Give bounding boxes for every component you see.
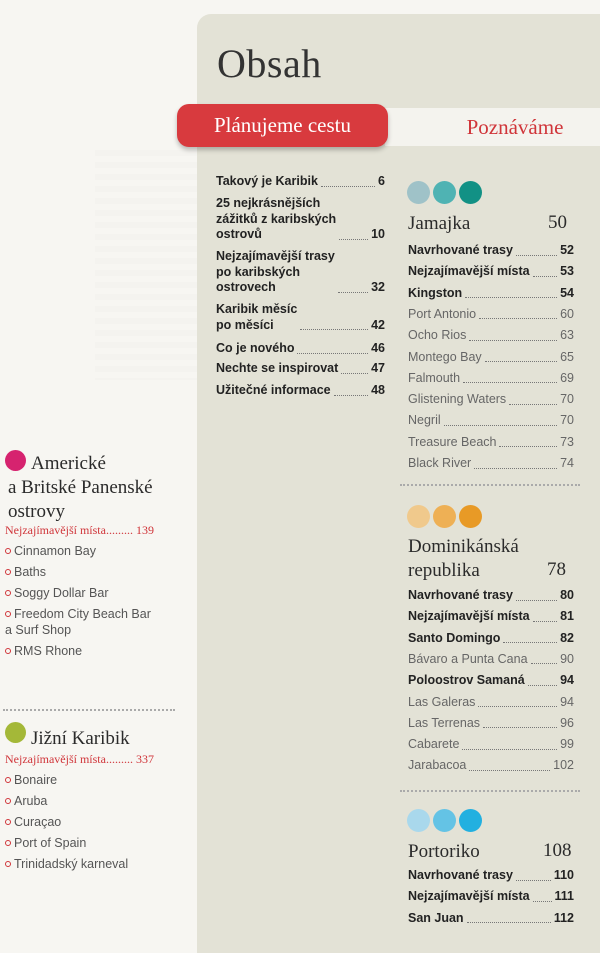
section-title[interactable]: Jamajka xyxy=(408,213,471,234)
toc-entry[interactable] xyxy=(408,673,574,689)
dot-leader xyxy=(516,880,551,881)
region-item[interactable] xyxy=(5,606,151,638)
toc-entry[interactable] xyxy=(408,695,574,711)
toc-entry[interactable] xyxy=(408,758,574,774)
toc-entry[interactable] xyxy=(216,383,385,399)
section-page: 50 xyxy=(548,212,567,233)
region-item-label: Port of Spain xyxy=(14,836,87,850)
toc-entry-page: 94 xyxy=(560,673,574,688)
region-item-label: Aruba xyxy=(14,794,48,808)
toc-entry[interactable] xyxy=(216,341,385,357)
section-divider xyxy=(400,790,580,792)
toc-entry-page: 65 xyxy=(560,349,574,364)
dot-leader xyxy=(297,353,368,354)
page-title: Obsah xyxy=(217,41,322,86)
toc-entry-label: Treasure Beach xyxy=(408,434,497,449)
region-title[interactable]: Americké a Britské Panenské ostrovy xyxy=(8,453,153,522)
toc-entry-page: 70 xyxy=(560,392,574,407)
toc-entry[interactable] xyxy=(408,868,574,884)
tab-exploring[interactable]: Poznáváme xyxy=(466,114,564,139)
toc-entry-label: Nechte se inspirovat xyxy=(216,361,339,375)
toc-entry[interactable] xyxy=(408,413,574,429)
toc-entry[interactable] xyxy=(408,588,574,604)
dot-leader xyxy=(503,642,557,643)
toc-entry-page: 60 xyxy=(560,306,574,321)
color-dot xyxy=(407,181,430,204)
bullet-icon xyxy=(5,648,11,654)
bullet-icon xyxy=(5,819,11,825)
toc-entry[interactable] xyxy=(408,652,574,668)
toc-entry[interactable] xyxy=(408,286,574,302)
toc-entry-page: 46 xyxy=(371,341,385,355)
toc-entry-label: Montego Bay xyxy=(408,349,482,364)
dot-leader xyxy=(444,425,557,426)
region-item[interactable] xyxy=(5,793,47,809)
toc-entry-label: Bávaro a Punta Cana xyxy=(408,651,528,666)
toc-entry-label: Ocho Rios xyxy=(408,328,467,343)
color-dot xyxy=(459,505,482,528)
dot-leader xyxy=(533,276,557,277)
toc-entry-label: Jarabacoa xyxy=(408,758,467,773)
section-title[interactable]: Portoriko xyxy=(408,841,480,862)
toc-entry-label: San Juan xyxy=(408,910,464,925)
color-dot xyxy=(433,809,456,832)
dot-leader xyxy=(479,318,557,319)
toc-entry[interactable] xyxy=(408,307,574,323)
color-dot xyxy=(433,505,456,528)
toc-entry-label: Karibik měsíc po měsíci xyxy=(216,302,298,332)
toc-entry-page: 10 xyxy=(371,227,385,241)
dot-leader xyxy=(339,239,368,240)
toc-entry-page: 96 xyxy=(560,715,574,730)
dot-leader xyxy=(465,297,557,298)
toc-entry-page: 42 xyxy=(371,317,385,332)
region-item[interactable] xyxy=(5,835,86,851)
toc-entry[interactable] xyxy=(408,350,574,366)
toc-entry[interactable] xyxy=(408,435,574,451)
region-highlights[interactable]: Nejzajímavější místa......... 139 xyxy=(5,523,154,537)
region-item[interactable] xyxy=(5,564,46,580)
toc-entry[interactable] xyxy=(216,302,385,333)
toc-entry-page: 80 xyxy=(560,588,574,602)
toc-entry[interactable] xyxy=(408,264,574,280)
toc-entry-page: 110 xyxy=(553,868,574,882)
toc-entry-page: 90 xyxy=(560,651,574,666)
toc-entry-label: Nejzajímavější trasy po karibských ostrovech xyxy=(216,249,335,294)
toc-entry-label: Užitečné informace xyxy=(216,383,331,397)
toc-entry[interactable] xyxy=(216,249,385,296)
region-item[interactable] xyxy=(5,814,61,830)
dot-leader xyxy=(467,922,551,923)
bullet-icon xyxy=(5,840,11,846)
section-color-dots xyxy=(407,809,482,832)
toc-entry-page: 74 xyxy=(560,456,574,470)
bullet-icon xyxy=(5,777,11,783)
toc-entry-page: 48 xyxy=(371,383,385,397)
toc-entry-label: Negril xyxy=(408,413,441,428)
bleed-through-pattern xyxy=(95,150,205,380)
dot-leader xyxy=(478,706,557,707)
region-item[interactable] xyxy=(5,543,96,559)
toc-entry-label: Navrhované trasy xyxy=(408,243,513,257)
section-divider xyxy=(400,484,580,486)
toc-entry-page: 52 xyxy=(560,243,574,257)
toc-entry-label: Navrhované trasy xyxy=(408,588,513,602)
color-dot xyxy=(407,505,430,528)
toc-entry[interactable] xyxy=(408,243,574,259)
toc-entry-page: 99 xyxy=(560,737,574,752)
dot-leader xyxy=(463,382,557,383)
dot-leader xyxy=(509,404,557,405)
toc-entry-page: 54 xyxy=(560,285,574,300)
toc-entry-label: Nejzajímavější místa xyxy=(408,609,530,624)
section-title[interactable]: Dominikánská republika xyxy=(408,536,519,581)
toc-entry-label: Glistening Waters xyxy=(408,392,507,407)
region-highlights[interactable]: Nejzajímavější místa......... 337 xyxy=(5,752,154,766)
region-item-label: Curaçao xyxy=(14,815,62,829)
dot-leader xyxy=(469,770,550,771)
toc-entry-page: 32 xyxy=(371,280,385,294)
dot-leader xyxy=(516,600,557,601)
toc-entry-label: Cabarete xyxy=(408,737,460,752)
region-item[interactable] xyxy=(5,772,57,788)
toc-entry[interactable] xyxy=(408,371,574,387)
region-divider xyxy=(3,709,175,711)
toc-entry-page: 63 xyxy=(560,328,574,343)
toc-entry-label: Santo Domingo xyxy=(408,630,501,645)
toc-entry-page: 102 xyxy=(553,758,574,773)
region-item-label: Trinidadský karneval xyxy=(14,857,129,871)
dot-leader xyxy=(321,186,375,187)
toc-entry[interactable] xyxy=(408,609,574,625)
bullet-icon xyxy=(5,548,11,554)
toc-entry[interactable] xyxy=(408,631,574,647)
toc-entry-label: Poloostrov Samaná xyxy=(408,673,525,688)
dot-leader xyxy=(516,255,557,256)
toc-entry[interactable] xyxy=(408,392,574,408)
bullet-icon xyxy=(5,590,11,596)
dot-leader xyxy=(533,621,557,622)
bullet-icon xyxy=(5,611,11,617)
dot-leader xyxy=(531,663,558,664)
bullet-icon xyxy=(5,798,11,804)
toc-entry-page: 6 xyxy=(378,174,385,188)
section-page: 108 xyxy=(543,840,572,861)
section-color-dots xyxy=(407,181,482,204)
bullet-icon xyxy=(5,569,11,575)
dot-leader xyxy=(533,901,552,902)
dot-leader xyxy=(483,727,557,728)
dot-leader xyxy=(338,292,368,293)
region-item-label: Baths xyxy=(14,565,46,579)
toc-entry[interactable] xyxy=(216,196,385,243)
toc-entry-label: Navrhované trasy xyxy=(408,868,513,882)
toc-entry-page: 94 xyxy=(560,694,574,709)
toc-entry-page: 47 xyxy=(371,361,385,375)
toc-entry-label: 25 nejkrásnějších zážitků z karibských ostrovů xyxy=(216,196,337,241)
toc-entry-page: 73 xyxy=(560,434,574,449)
dot-leader xyxy=(469,340,557,341)
toc-entry[interactable] xyxy=(408,911,574,927)
toc-entry-page: 81 xyxy=(560,609,574,624)
toc-entry-page: 112 xyxy=(553,910,574,925)
toc-entry-label: Black River xyxy=(408,456,472,470)
dot-leader xyxy=(300,329,368,330)
toc-entry[interactable] xyxy=(408,328,574,344)
toc-entry-label: Nejzajímavější místa xyxy=(408,264,530,279)
toc-entry-label: Falmouth xyxy=(408,370,461,385)
toc-entry[interactable] xyxy=(408,737,574,753)
dot-leader xyxy=(341,373,368,374)
region-item-label: RMS Rhone xyxy=(14,644,83,658)
region-item[interactable] xyxy=(5,856,128,872)
color-dot xyxy=(433,181,456,204)
region-item-label: Bonaire xyxy=(14,773,58,787)
dot-leader xyxy=(474,468,557,469)
toc-entry-label: Nejzajímavější místa xyxy=(408,889,530,904)
toc-entry[interactable] xyxy=(408,716,574,732)
dot-leader xyxy=(334,395,368,396)
toc-entry-label: Las Terrenas xyxy=(408,715,481,730)
region-item-label: Cinnamon Bay xyxy=(14,544,96,558)
toc-entry[interactable] xyxy=(408,456,574,472)
region-item-label: Soggy Dollar Bar xyxy=(14,586,109,600)
region-item-label: Freedom City Beach Bar a Surf Shop xyxy=(5,607,151,637)
dot-leader xyxy=(462,749,557,750)
toc-entry-label: Kingston xyxy=(408,285,463,300)
toc-entry-page: 82 xyxy=(560,630,574,645)
region-item[interactable] xyxy=(5,643,82,659)
region-item[interactable] xyxy=(5,585,109,601)
toc-entry-page: 53 xyxy=(560,264,574,279)
toc-entry-label: Co je nového xyxy=(216,341,295,355)
toc-entry[interactable] xyxy=(408,889,574,905)
toc-entry[interactable] xyxy=(216,361,385,377)
toc-entry-page: 111 xyxy=(554,889,574,904)
dot-leader xyxy=(499,446,557,447)
toc-entry-label: Las Galeras xyxy=(408,694,476,709)
toc-entry-label: Takový je Karibik xyxy=(216,174,318,188)
section-page: 78 xyxy=(547,559,566,580)
dot-leader xyxy=(485,361,557,362)
color-dot xyxy=(407,809,430,832)
region-title[interactable]: Jižní Karibik xyxy=(31,728,130,749)
toc-entry-label: Port Antonio xyxy=(408,306,477,321)
color-dot xyxy=(459,809,482,832)
toc-entry-page: 69 xyxy=(560,370,574,385)
toc-entry-page: 70 xyxy=(560,413,574,428)
tab-planning[interactable]: Plánujeme cestu xyxy=(177,104,388,147)
bullet-icon xyxy=(5,861,11,867)
section-color-dots xyxy=(407,505,482,528)
toc-entry[interactable] xyxy=(216,174,385,190)
dot-leader xyxy=(528,685,557,686)
color-dot xyxy=(459,181,482,204)
